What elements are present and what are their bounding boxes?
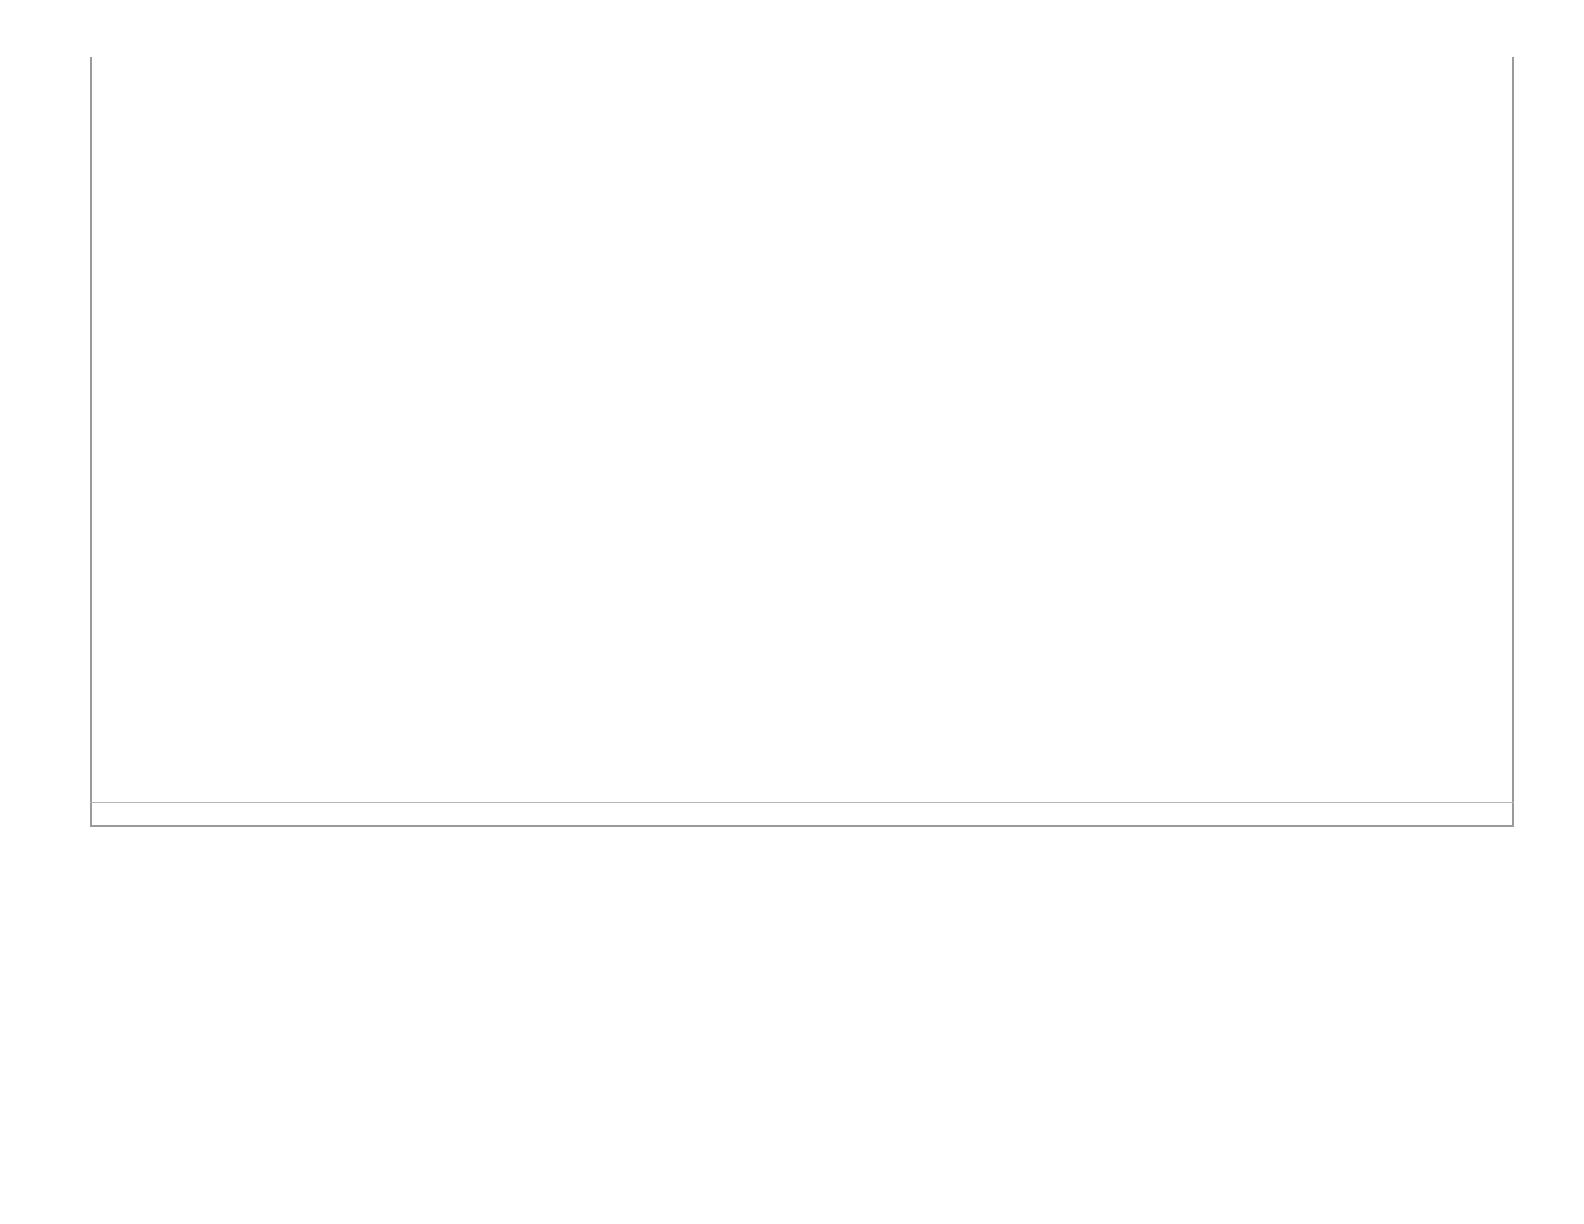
frame-divider [90, 802, 1514, 803]
top-tax-table-block [110, 57, 1228, 396]
bottom-tax-table-block [110, 456, 1228, 771]
